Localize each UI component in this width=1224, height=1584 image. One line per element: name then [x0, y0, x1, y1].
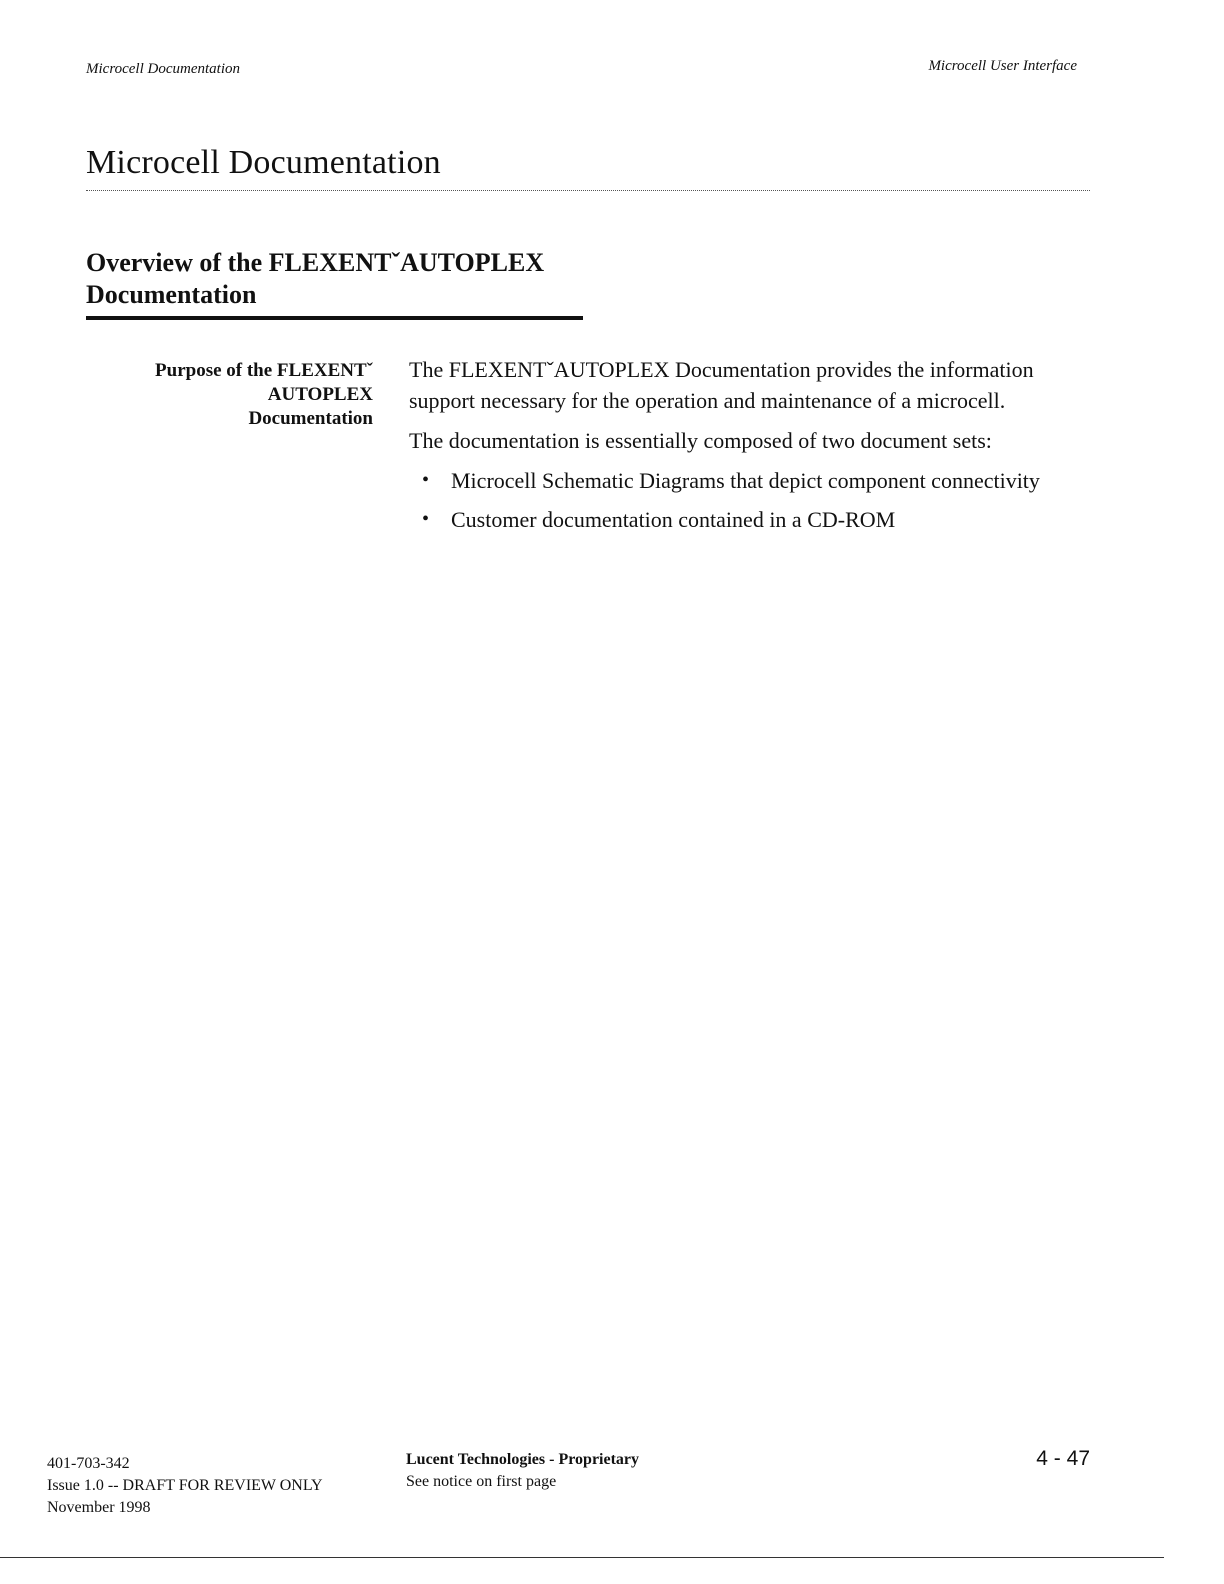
footer-issue: Issue 1.0 -- DRAFT FOR REVIEW ONLY: [47, 1477, 323, 1494]
list-item-text: Microcell Schematic Diagrams that depict component connectivity: [451, 468, 1040, 493]
bottom-divider: [0, 1557, 1164, 1558]
footer-date: November 1998: [47, 1499, 151, 1516]
document-sets-list: [409, 465, 1094, 535]
page-title: Microcell Documentation: [86, 144, 441, 181]
bullet-icon: •: [422, 469, 430, 491]
title-divider: [86, 190, 1090, 191]
purpose-paragraph-2: The documentation is essentially composed of two document sets:: [409, 428, 992, 453]
purpose-body: [409, 354, 1094, 543]
section-divider: [86, 316, 583, 320]
running-header-right: Microcell User Interface: [928, 58, 1077, 74]
footer-company: Lucent Technologies - Proprietary: [406, 1451, 640, 1468]
footer-document-info: [47, 1453, 323, 1519]
footer-notice: See notice on first page: [406, 1473, 557, 1490]
side-label-line-2: AUTOPLEX: [267, 384, 373, 405]
bullet-icon: •: [422, 508, 430, 530]
list-item: [409, 504, 1094, 535]
list-item: [409, 465, 1094, 496]
section-heading-line-2: Documentation: [86, 280, 257, 309]
page-number: 4 - 47: [1036, 1447, 1090, 1470]
side-label-line-1: Purpose of the FLEXENTˇ: [155, 360, 373, 381]
purpose-side-label: [100, 359, 373, 431]
side-label-line-3: Documentation: [248, 408, 373, 429]
footer-doc-number: 401-703-342: [47, 1455, 130, 1472]
list-item-text: Customer documentation contained in a CD-ROM: [451, 507, 896, 532]
section-heading: [86, 247, 606, 311]
section-heading-line-1: Overview of the FLEXENTˇAUTOPLEX: [86, 248, 545, 277]
running-header-left: Microcell Documentation: [86, 61, 240, 77]
purpose-paragraph-1: The FLEXENTˇAUTOPLEX Documentation provides the information support necessary for the operation and maintenance of a microcell.: [409, 357, 1034, 413]
footer-proprietary: [406, 1449, 639, 1493]
